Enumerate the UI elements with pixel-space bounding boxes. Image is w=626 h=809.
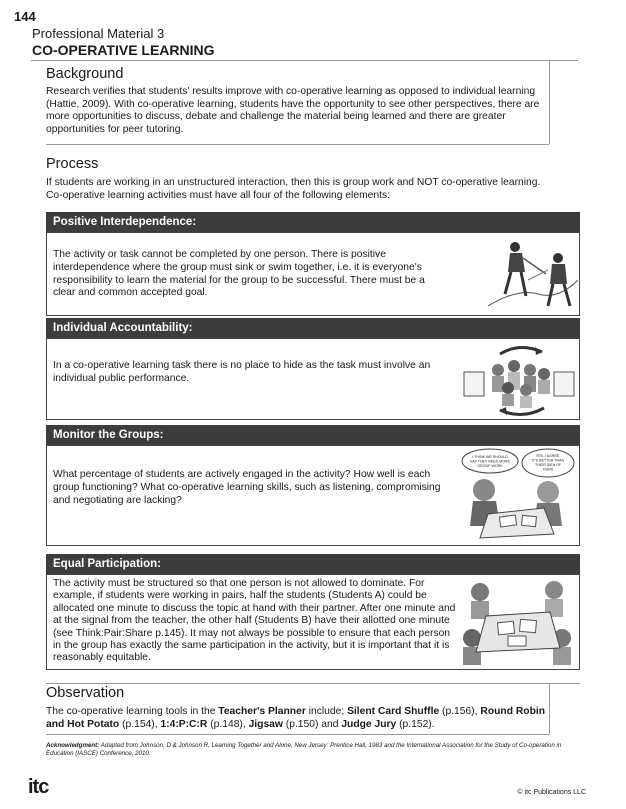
- svg-text:OURS: OURS: [542, 467, 554, 472]
- judge-jury-label: Judge Jury: [341, 719, 397, 730]
- observation-text-part: include;: [305, 706, 348, 717]
- silent-card-shuffle-label: Silent Card Shuffle: [347, 706, 440, 717]
- individual-accountability-header: Individual Accountability:: [46, 318, 580, 338]
- observation-text-part: (p.156),: [439, 706, 481, 717]
- background-heading: Background: [46, 66, 124, 82]
- observation-heading: Observation: [46, 685, 125, 701]
- climbers-illustration: [488, 236, 578, 310]
- positive-interdependence-text: The activity or task cannot be completed by one person. There is positive interdependence where the group must sink or swim together, i.e. it is everyone's responsibility to learn the material for the group to be successful. There must be a clear and common accepted goal.: [53, 249, 425, 299]
- process-text: If students are working in an unstructured interaction, then this is group work and NOT co-operative learning. Co-operative learning activities must have all four of the following elements:: [46, 177, 541, 201]
- copyright: © itc Publications LLC: [517, 789, 586, 796]
- page-number: 144: [14, 9, 36, 24]
- background-divider: [46, 144, 549, 145]
- page-title: CO-OPERATIVE LEARNING: [32, 42, 215, 58]
- round-robin-hot-potato-label: Round Robin and Hot Potato: [46, 706, 546, 730]
- equal-participation-text: The activity must be structured so that one person is not allowed to dominate. For example, if students were working in pairs, half the students (Students A) could be allocated one minute to discuss the topic at hand with their partner. After one minute and at the signal from the teacher, the other half (Students B) have their allotted one minute (see Think:Pair:Share p.145). It may not always be possible to ensure that each person in the group has exactly the same participation in the activity, but it is important that it is reasonably equitable.: [53, 578, 456, 664]
- teachers-planner-label: Teacher's Planner: [218, 706, 306, 717]
- monitor-groups-header: Monitor the Groups:: [46, 425, 580, 445]
- observation-text-part: (p.154),: [119, 719, 161, 730]
- pcr-label: 1:4:P:C:R: [160, 719, 208, 730]
- svg-text:SAY THEY NEED MORE: SAY THEY NEED MORE: [469, 459, 511, 464]
- observation-text-part: (p.150) and: [282, 719, 342, 730]
- equal-participation-header: Equal Participation:: [46, 554, 580, 574]
- individual-accountability-text: In a co-operative learning task there is no place to hide as the task must involve an individual public performance.: [53, 360, 431, 384]
- svg-text:IT'S BETTER THAN: IT'S BETTER THAN: [531, 458, 565, 463]
- acknowledgment-label: Acknowledgment:: [46, 742, 100, 749]
- svg-text:GROUP WORK: GROUP WORK: [477, 464, 503, 468]
- acknowledgment: [46, 742, 581, 758]
- monitor-groups-text: What percentage of students are actively engaged in the activity? How well is each group functioning? What co-operative learning skills, such as listening, compromising and negotiating are lacking?: [53, 469, 441, 506]
- itc-logo: itc: [28, 776, 49, 798]
- observation-text-part: (p.152).: [396, 719, 435, 730]
- background-border: [549, 60, 550, 144]
- background-text: Research verifies that students' results improve with co-operative learning as opposed to individual learning (Hattie, 2009). With co-operative learning, students have the opportunity to see other perspectives, there are more opportunities to discuss, debate and challenge the material being learned and there are greater opportunities for peer tutoring.: [46, 86, 540, 135]
- process-heading: Process: [46, 156, 99, 172]
- students-circle-illustration: [462, 340, 576, 420]
- observation-text-part: (p.148),: [207, 719, 249, 730]
- observation-bottom-divider: [46, 734, 549, 735]
- observation-border: [549, 683, 550, 734]
- monitoring-students-illustration: [458, 446, 578, 544]
- positive-interdependence-header: Positive Interdependence:: [46, 212, 580, 232]
- observation-text: [46, 705, 546, 731]
- acknowledgment-text: Adapted from Johnson, D & Johnson R, Learning Together and Alone, New Jersey: Prentice Hall, 1983 and the International Association for the Study of Co-operation in Education (IASCE) Conference, 2010.: [46, 742, 562, 757]
- group-table-illustration: [458, 576, 578, 668]
- observation-divider: [46, 683, 580, 684]
- title-divider: [31, 60, 578, 61]
- svg-text:THEIR IDEA OF: THEIR IDEA OF: [535, 463, 561, 467]
- observation-text-part: The co-operative learning tools in the: [46, 706, 219, 717]
- svg-text:I THINK WE SHOULD: I THINK WE SHOULD: [472, 455, 508, 459]
- svg-text:YES, I AGREE.: YES, I AGREE.: [535, 454, 561, 458]
- jigsaw-label: Jigsaw: [248, 719, 283, 730]
- page-subtitle: Professional Material 3: [32, 26, 165, 41]
